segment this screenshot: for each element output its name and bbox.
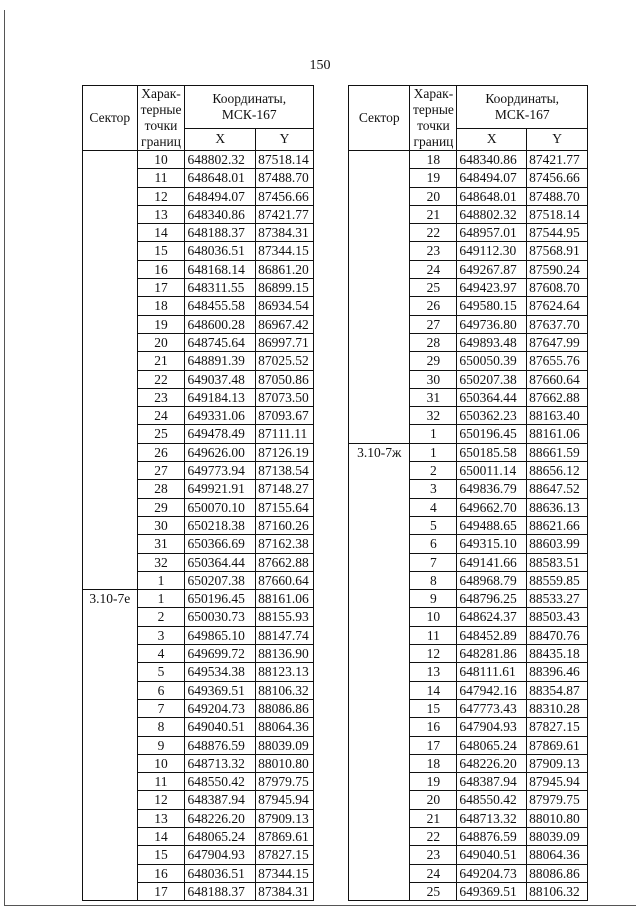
- x-coordinate-cell: 648648.01: [185, 169, 256, 187]
- point-number-cell: 21: [137, 352, 185, 370]
- y-coordinate-cell: 87384.31: [256, 224, 314, 242]
- y-coordinate-cell: 87111.11: [256, 425, 314, 443]
- y-coordinate-cell: 87568.91: [527, 242, 588, 260]
- point-number-cell: 19: [410, 169, 457, 187]
- y-coordinate-cell: 86967.42: [256, 315, 314, 333]
- x-coordinate-cell: 648550.42: [457, 791, 527, 809]
- y-coordinate-cell: 88161.06: [256, 590, 314, 608]
- y-coordinate-cell: 87655.76: [527, 352, 588, 370]
- y-coordinate-cell: 87827.15: [256, 846, 314, 864]
- y-coordinate-cell: 87637.70: [527, 315, 588, 333]
- header-x: X: [185, 128, 256, 150]
- y-coordinate-cell: 88147.74: [256, 626, 314, 644]
- x-coordinate-cell: 648065.24: [457, 736, 527, 754]
- y-coordinate-cell: 87590.24: [527, 260, 588, 278]
- point-number-cell: 3: [137, 626, 185, 644]
- y-coordinate-cell: 88163.40: [527, 407, 588, 425]
- x-coordinate-cell: 650366.69: [185, 535, 256, 553]
- point-number-cell: 26: [137, 443, 185, 461]
- x-coordinate-cell: 648452.89: [457, 626, 527, 644]
- x-coordinate-cell: 649580.15: [457, 297, 527, 315]
- y-coordinate-cell: 88470.76: [527, 626, 588, 644]
- point-number-cell: 31: [137, 535, 185, 553]
- y-coordinate-cell: 87025.52: [256, 352, 314, 370]
- y-coordinate-cell: 86997.71: [256, 333, 314, 351]
- point-number-cell: 30: [410, 370, 457, 388]
- x-coordinate-cell: 649267.87: [457, 260, 527, 278]
- point-number-cell: 4: [410, 498, 457, 516]
- x-coordinate-cell: 648065.24: [185, 827, 256, 845]
- x-coordinate-cell: 649736.80: [457, 315, 527, 333]
- x-coordinate-cell: 648226.20: [185, 809, 256, 827]
- y-coordinate-cell: 87624.64: [527, 297, 588, 315]
- x-coordinate-cell: 648745.64: [185, 333, 256, 351]
- y-coordinate-cell: 87827.15: [527, 718, 588, 736]
- y-coordinate-cell: 87979.75: [527, 791, 588, 809]
- y-coordinate-cell: 87093.67: [256, 407, 314, 425]
- y-coordinate-cell: 88503.43: [527, 608, 588, 626]
- point-number-cell: 16: [137, 864, 185, 882]
- y-coordinate-cell: 87344.15: [256, 864, 314, 882]
- x-coordinate-cell: 650030.73: [185, 608, 256, 626]
- x-coordinate-cell: 648281.86: [457, 645, 527, 663]
- y-coordinate-cell: 88396.46: [527, 663, 588, 681]
- x-coordinate-cell: 648648.01: [457, 187, 527, 205]
- x-coordinate-cell: 648111.61: [457, 663, 527, 681]
- y-coordinate-cell: 88039.09: [256, 736, 314, 754]
- x-coordinate-cell: 649037.48: [185, 370, 256, 388]
- point-number-cell: 30: [137, 516, 185, 534]
- x-coordinate-cell: 648226.20: [457, 754, 527, 772]
- point-number-cell: 3: [410, 480, 457, 498]
- x-coordinate-cell: 649331.06: [185, 407, 256, 425]
- point-number-cell: 27: [410, 315, 457, 333]
- y-coordinate-cell: 88310.28: [527, 699, 588, 717]
- x-coordinate-cell: 648387.94: [185, 791, 256, 809]
- x-coordinate-cell: 648387.94: [457, 773, 527, 791]
- x-coordinate-cell: 647942.16: [457, 681, 527, 699]
- point-number-cell: 1: [137, 571, 185, 589]
- x-coordinate-cell: 650050.39: [457, 352, 527, 370]
- y-coordinate-cell: 88583.51: [527, 553, 588, 571]
- x-coordinate-cell: 650362.23: [457, 407, 527, 425]
- point-number-cell: 24: [410, 864, 457, 882]
- header-coords: Координаты, МСК-167: [185, 86, 314, 129]
- y-coordinate-cell: 88621.66: [527, 516, 588, 534]
- x-coordinate-cell: 649315.10: [457, 535, 527, 553]
- y-coordinate-cell: 86899.15: [256, 279, 314, 297]
- y-coordinate-cell: 87660.64: [256, 571, 314, 589]
- y-coordinate-cell: 87138.54: [256, 462, 314, 480]
- point-number-cell: 15: [410, 699, 457, 717]
- y-coordinate-cell: 87421.77: [256, 205, 314, 223]
- y-coordinate-cell: 88656.12: [527, 462, 588, 480]
- sector-cell: [83, 151, 138, 590]
- point-number-cell: 22: [137, 370, 185, 388]
- x-coordinate-cell: 647904.93: [185, 846, 256, 864]
- y-coordinate-cell: 88010.80: [527, 809, 588, 827]
- page-number: 150: [309, 58, 331, 73]
- y-coordinate-cell: 88533.27: [527, 590, 588, 608]
- x-coordinate-cell: 648876.59: [457, 827, 527, 845]
- point-number-cell: 32: [410, 407, 457, 425]
- point-number-cell: 10: [410, 608, 457, 626]
- point-number-cell: 6: [410, 535, 457, 553]
- x-coordinate-cell: 648168.14: [185, 260, 256, 278]
- y-coordinate-cell: 88010.80: [256, 754, 314, 772]
- y-coordinate-cell: 87148.27: [256, 480, 314, 498]
- point-number-cell: 12: [137, 187, 185, 205]
- point-number-cell: 14: [137, 827, 185, 845]
- x-coordinate-cell: 648796.25: [457, 590, 527, 608]
- point-number-cell: 32: [137, 553, 185, 571]
- y-coordinate-cell: 88136.90: [256, 645, 314, 663]
- y-coordinate-cell: 87909.13: [256, 809, 314, 827]
- point-number-cell: 26: [410, 297, 457, 315]
- x-coordinate-cell: 649423.97: [457, 279, 527, 297]
- x-coordinate-cell: 649369.51: [457, 882, 527, 900]
- y-coordinate-cell: 88064.36: [256, 718, 314, 736]
- x-coordinate-cell: 649626.00: [185, 443, 256, 461]
- point-number-cell: 27: [137, 462, 185, 480]
- table-row: [83, 590, 314, 608]
- y-coordinate-cell: 87518.14: [256, 151, 314, 169]
- y-coordinate-cell: 87488.70: [527, 187, 588, 205]
- sector-cell: 3.10-7ж: [349, 443, 410, 900]
- page-border-bottom: [4, 905, 636, 906]
- point-number-cell: 20: [410, 187, 457, 205]
- y-coordinate-cell: 88647.52: [527, 480, 588, 498]
- x-coordinate-cell: 650011.14: [457, 462, 527, 480]
- point-number-cell: 31: [410, 388, 457, 406]
- y-coordinate-cell: 88086.86: [256, 699, 314, 717]
- x-coordinate-cell: 649773.94: [185, 462, 256, 480]
- y-coordinate-cell: 87660.64: [527, 370, 588, 388]
- x-coordinate-cell: 648713.32: [457, 809, 527, 827]
- x-coordinate-cell: 650218.38: [185, 516, 256, 534]
- x-coordinate-cell: 648494.07: [185, 187, 256, 205]
- x-coordinate-cell: 650070.10: [185, 498, 256, 516]
- y-coordinate-cell: 88636.13: [527, 498, 588, 516]
- point-number-cell: 15: [137, 242, 185, 260]
- point-number-cell: 19: [137, 315, 185, 333]
- y-coordinate-cell: 88039.09: [527, 827, 588, 845]
- x-coordinate-cell: 649040.51: [457, 846, 527, 864]
- x-coordinate-cell: 648036.51: [185, 864, 256, 882]
- point-number-cell: 8: [137, 718, 185, 736]
- sector-cell: 3.10-7е: [83, 590, 138, 901]
- y-coordinate-cell: 88559.85: [527, 571, 588, 589]
- point-number-cell: 15: [137, 846, 185, 864]
- y-coordinate-cell: 88435.18: [527, 645, 588, 663]
- x-coordinate-cell: 649141.66: [457, 553, 527, 571]
- point-number-cell: 11: [410, 626, 457, 644]
- x-coordinate-cell: 649921.91: [185, 480, 256, 498]
- x-coordinate-cell: 650185.58: [457, 443, 527, 461]
- x-coordinate-cell: 648624.37: [457, 608, 527, 626]
- page-border-left: [4, 10, 5, 905]
- point-number-cell: 1: [410, 443, 457, 461]
- y-coordinate-cell: 87662.88: [256, 553, 314, 571]
- x-coordinate-cell: 648340.86: [457, 151, 527, 169]
- table-row: [83, 151, 314, 169]
- y-coordinate-cell: 88106.32: [527, 882, 588, 900]
- point-number-cell: 12: [410, 645, 457, 663]
- header-coords: Координаты, МСК-167: [457, 86, 588, 129]
- right-coordinates-table: [348, 85, 588, 901]
- x-coordinate-cell: 649836.79: [457, 480, 527, 498]
- header-points: Харак-терные точки границ: [410, 86, 457, 151]
- left-table-body: [83, 151, 314, 901]
- x-coordinate-cell: 649369.51: [185, 681, 256, 699]
- point-number-cell: 20: [410, 791, 457, 809]
- header-sector: Сектор: [349, 86, 410, 151]
- x-coordinate-cell: 649204.73: [185, 699, 256, 717]
- x-coordinate-cell: 648600.28: [185, 315, 256, 333]
- point-number-cell: 17: [137, 882, 185, 900]
- point-number-cell: 9: [137, 736, 185, 754]
- y-coordinate-cell: 88123.13: [256, 663, 314, 681]
- point-number-cell: 14: [410, 681, 457, 699]
- x-coordinate-cell: 648713.32: [185, 754, 256, 772]
- point-number-cell: 12: [137, 791, 185, 809]
- point-number-cell: 8: [410, 571, 457, 589]
- point-number-cell: 1: [410, 425, 457, 443]
- point-number-cell: 25: [410, 882, 457, 900]
- point-number-cell: 25: [137, 425, 185, 443]
- y-coordinate-cell: 87162.38: [256, 535, 314, 553]
- x-coordinate-cell: 649699.72: [185, 645, 256, 663]
- point-number-cell: 25: [410, 279, 457, 297]
- point-number-cell: 17: [410, 736, 457, 754]
- x-coordinate-cell: 649534.38: [185, 663, 256, 681]
- x-coordinate-cell: 648036.51: [185, 242, 256, 260]
- point-number-cell: 21: [410, 205, 457, 223]
- point-number-cell: 28: [410, 333, 457, 351]
- point-number-cell: 2: [410, 462, 457, 480]
- y-coordinate-cell: 87945.94: [527, 773, 588, 791]
- point-number-cell: 6: [137, 681, 185, 699]
- y-coordinate-cell: 86861.20: [256, 260, 314, 278]
- point-number-cell: 19: [410, 773, 457, 791]
- y-coordinate-cell: 87344.15: [256, 242, 314, 260]
- header-x: X: [457, 128, 527, 150]
- x-coordinate-cell: 648340.86: [185, 205, 256, 223]
- y-coordinate-cell: 87544.95: [527, 224, 588, 242]
- right-table-body: [349, 151, 588, 901]
- point-number-cell: 5: [410, 516, 457, 534]
- x-coordinate-cell: 648968.79: [457, 571, 527, 589]
- y-coordinate-cell: 87608.70: [527, 279, 588, 297]
- x-coordinate-cell: 648876.59: [185, 736, 256, 754]
- x-coordinate-cell: 648802.32: [185, 151, 256, 169]
- y-coordinate-cell: 87647.99: [527, 333, 588, 351]
- x-coordinate-cell: 648494.07: [457, 169, 527, 187]
- y-coordinate-cell: 88086.86: [527, 864, 588, 882]
- x-coordinate-cell: 650364.44: [185, 553, 256, 571]
- point-number-cell: 21: [410, 809, 457, 827]
- y-coordinate-cell: 88661.59: [527, 443, 588, 461]
- y-coordinate-cell: 87979.75: [256, 773, 314, 791]
- y-coordinate-cell: 87909.13: [527, 754, 588, 772]
- x-coordinate-cell: 648957.01: [457, 224, 527, 242]
- point-number-cell: 18: [410, 151, 457, 169]
- x-coordinate-cell: 650207.38: [457, 370, 527, 388]
- x-coordinate-cell: 648188.37: [185, 882, 256, 900]
- point-number-cell: 13: [137, 205, 185, 223]
- point-number-cell: 23: [410, 846, 457, 864]
- point-number-cell: 11: [137, 169, 185, 187]
- sector-cell: [349, 151, 410, 444]
- left-coordinates-table: [82, 85, 314, 901]
- x-coordinate-cell: 649204.73: [457, 864, 527, 882]
- point-number-cell: 2: [137, 608, 185, 626]
- y-coordinate-cell: 87662.88: [527, 388, 588, 406]
- point-number-cell: 18: [410, 754, 457, 772]
- x-coordinate-cell: 648188.37: [185, 224, 256, 242]
- x-coordinate-cell: 649893.48: [457, 333, 527, 351]
- point-number-cell: 7: [410, 553, 457, 571]
- x-coordinate-cell: 649184.13: [185, 388, 256, 406]
- point-number-cell: 7: [137, 699, 185, 717]
- x-coordinate-cell: 648891.39: [185, 352, 256, 370]
- y-coordinate-cell: 87488.70: [256, 169, 314, 187]
- x-coordinate-cell: 649488.65: [457, 516, 527, 534]
- y-coordinate-cell: 87518.14: [527, 205, 588, 223]
- x-coordinate-cell: 649112.30: [457, 242, 527, 260]
- x-coordinate-cell: 647773.43: [457, 699, 527, 717]
- x-coordinate-cell: 649662.70: [457, 498, 527, 516]
- y-coordinate-cell: 87384.31: [256, 882, 314, 900]
- point-number-cell: 11: [137, 773, 185, 791]
- point-number-cell: 10: [137, 151, 185, 169]
- x-coordinate-cell: 650196.45: [457, 425, 527, 443]
- y-coordinate-cell: 88354.87: [527, 681, 588, 699]
- point-number-cell: 4: [137, 645, 185, 663]
- y-coordinate-cell: 88161.06: [527, 425, 588, 443]
- y-coordinate-cell: 87869.61: [256, 827, 314, 845]
- table-row: [349, 151, 588, 169]
- y-coordinate-cell: 87073.50: [256, 388, 314, 406]
- y-coordinate-cell: 88155.93: [256, 608, 314, 626]
- point-number-cell: 5: [137, 663, 185, 681]
- point-number-cell: 14: [137, 224, 185, 242]
- point-number-cell: 13: [410, 663, 457, 681]
- y-coordinate-cell: 88064.36: [527, 846, 588, 864]
- point-number-cell: 10: [137, 754, 185, 772]
- point-number-cell: 16: [410, 718, 457, 736]
- point-number-cell: 18: [137, 297, 185, 315]
- header-sector: Сектор: [83, 86, 138, 151]
- y-coordinate-cell: 87126.19: [256, 443, 314, 461]
- point-number-cell: 29: [410, 352, 457, 370]
- y-coordinate-cell: 88106.32: [256, 681, 314, 699]
- point-number-cell: 22: [410, 827, 457, 845]
- header-y: Y: [527, 128, 588, 150]
- y-coordinate-cell: 87421.77: [527, 151, 588, 169]
- x-coordinate-cell: 650364.44: [457, 388, 527, 406]
- x-coordinate-cell: 649865.10: [185, 626, 256, 644]
- point-number-cell: 28: [137, 480, 185, 498]
- x-coordinate-cell: 648311.55: [185, 279, 256, 297]
- point-number-cell: 24: [410, 260, 457, 278]
- y-coordinate-cell: 86934.54: [256, 297, 314, 315]
- x-coordinate-cell: 649478.49: [185, 425, 256, 443]
- point-number-cell: 24: [137, 407, 185, 425]
- x-coordinate-cell: 647904.93: [457, 718, 527, 736]
- y-coordinate-cell: 88603.99: [527, 535, 588, 553]
- point-number-cell: 1: [137, 590, 185, 608]
- y-coordinate-cell: 87945.94: [256, 791, 314, 809]
- point-number-cell: 23: [137, 388, 185, 406]
- y-coordinate-cell: 87155.64: [256, 498, 314, 516]
- point-number-cell: 23: [410, 242, 457, 260]
- point-number-cell: 29: [137, 498, 185, 516]
- point-number-cell: 22: [410, 224, 457, 242]
- x-coordinate-cell: 650196.45: [185, 590, 256, 608]
- x-coordinate-cell: 648802.32: [457, 205, 527, 223]
- y-coordinate-cell: 87456.66: [527, 169, 588, 187]
- x-coordinate-cell: 649040.51: [185, 718, 256, 736]
- y-coordinate-cell: 87160.26: [256, 516, 314, 534]
- point-number-cell: 9: [410, 590, 457, 608]
- y-coordinate-cell: 87050.86: [256, 370, 314, 388]
- point-number-cell: 16: [137, 260, 185, 278]
- point-number-cell: 13: [137, 809, 185, 827]
- header-y: Y: [256, 128, 314, 150]
- x-coordinate-cell: 648550.42: [185, 773, 256, 791]
- point-number-cell: 20: [137, 333, 185, 351]
- y-coordinate-cell: 87456.66: [256, 187, 314, 205]
- table-row: [349, 443, 588, 461]
- x-coordinate-cell: 648455.58: [185, 297, 256, 315]
- y-coordinate-cell: 87869.61: [527, 736, 588, 754]
- point-number-cell: 17: [137, 279, 185, 297]
- header-points: Харак-терные точки границ: [137, 86, 185, 151]
- x-coordinate-cell: 650207.38: [185, 571, 256, 589]
